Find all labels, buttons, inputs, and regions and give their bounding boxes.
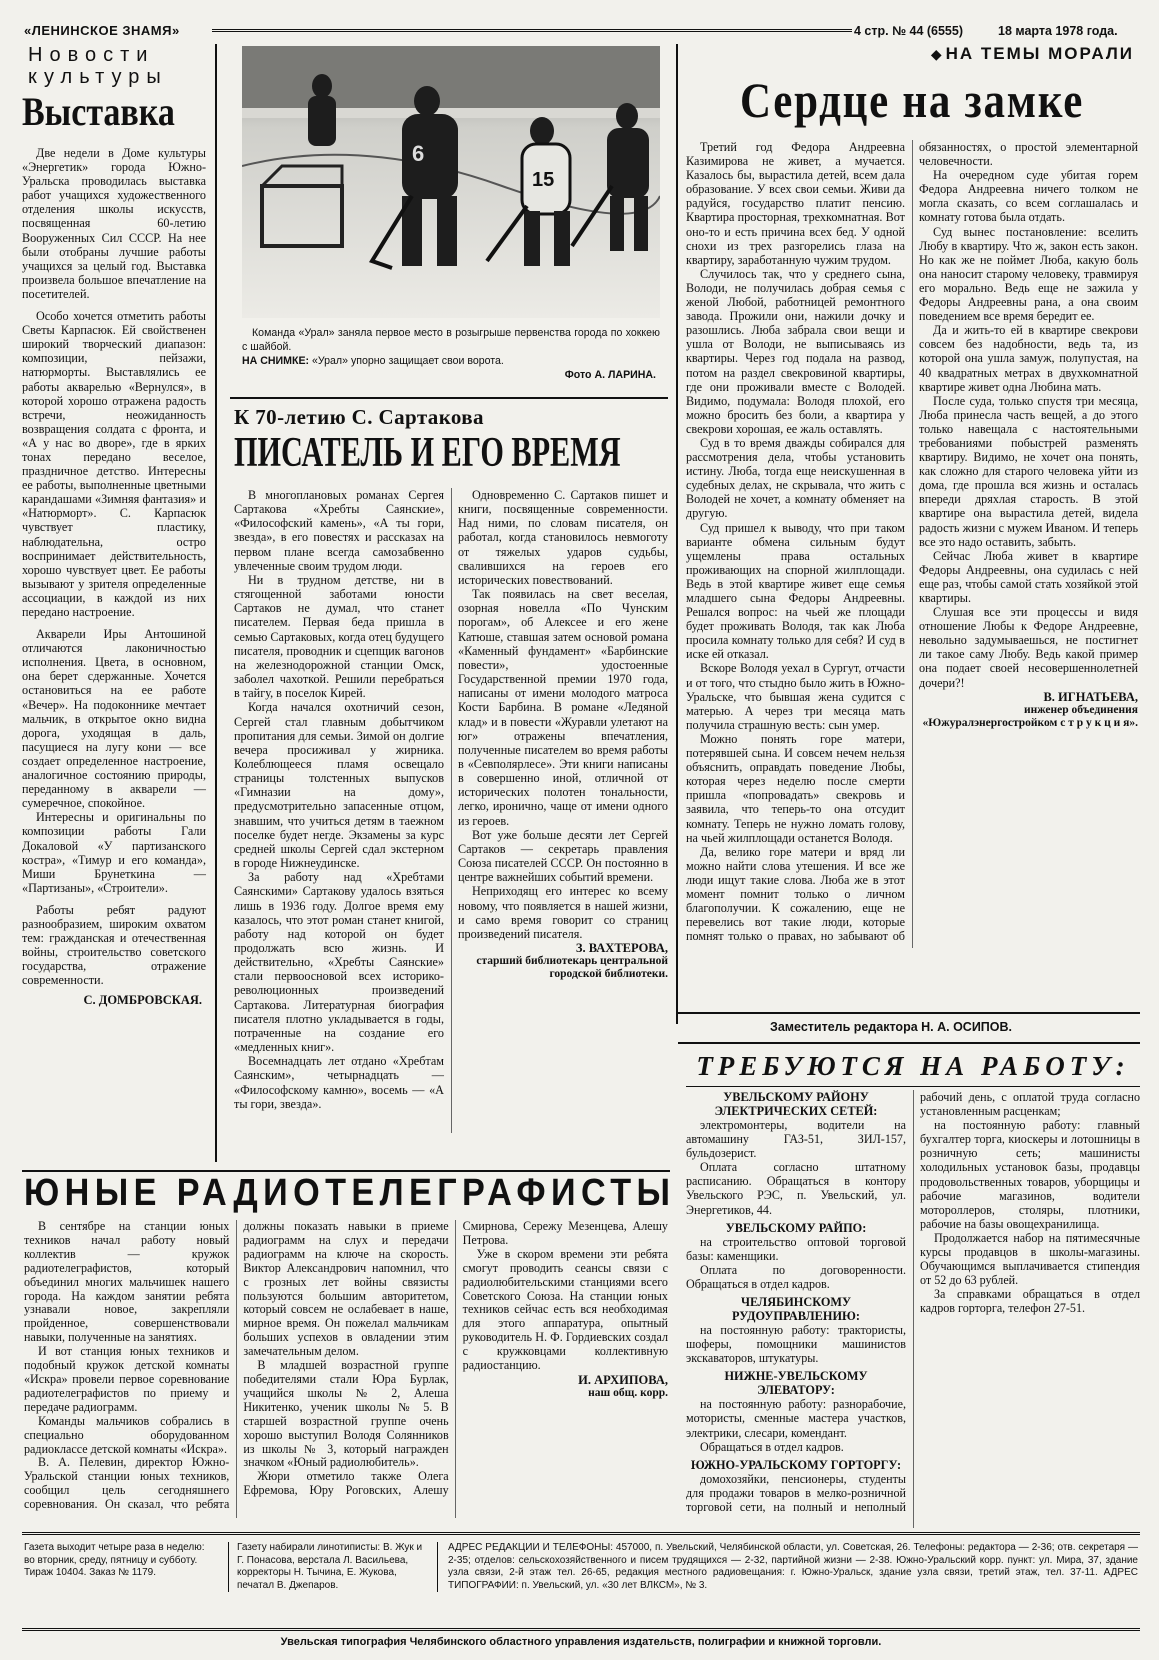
paper-name: «ЛЕНИНСКОЕ ЗНАМЯ» [24, 23, 180, 38]
paragraph: Оплата согласно штатному расписанию. Обращаться в контору Увельского РЭС, п. Увельский, ул. Энергетиков, 44. [686, 1160, 906, 1217]
deputy-editor: Заместитель редактора Н. А. ОСИПОВ. [770, 1020, 1013, 1034]
sartakov-signature-role: старший библиотекарь центральной городской библиотеки. [476, 955, 668, 980]
footer-address: АДРЕС РЕДАКЦИИ И ТЕЛЕФОНЫ: 457000, п. Увельский, Челябинской области, ул. Советская, 26. Телефоны: редактора — 2-36; отв. секретаря — 2-35; отделов: сельскохозяйственного и писем трудящихся — 2-32, партийной жизни — 2-38. Южно-Уральский корр. пункт: ул. Мира, 37, здание узла связи, 2-й этаж тел. 26-65, редакция местного радиовещания: г. Южно-Уральск, здание узла связи, третий этаж, тел. 37-11. АДРЕС ТИПОГРАФИИ: п. Увельский, ул. «30 лет ВЛКСМ», № 3. [448, 1542, 1138, 1591]
culture-section [22, 44, 206, 1162]
paragraph: Оплата по договоренности. Обращаться в отдел кадров. [686, 1262, 906, 1291]
job-section-head: УВЕЛЬСКОМУ РАЙОНУ ЭЛЕКТРИЧЕСКИХ СЕТЕЙ: [714, 1090, 878, 1118]
paragraph: Можно понять горе матери, потерявшей сына. И совсем нечем нельзя объяснить, оправдать поведение Любы, которая через неделю после смерти пришла «попровадать» свекровь и заявила, что теперь-то она отсудит комнату. Теперь не нужно ломать голову, на чьей жилплощади останется Володя. [686, 731, 905, 845]
culture-body [22, 146, 206, 987]
sartakov-signature-name: З. ВАХТЕРОВА, [575, 941, 668, 955]
morals-rubric: НА ТЕМЫ МОРАЛИ [945, 44, 1134, 63]
sartakov-kicker: К 70-летию С. Сартакова [234, 405, 484, 429]
morals-body [686, 140, 1138, 948]
hockey-photo-image [242, 46, 660, 318]
diamond-icon: ◆ [930, 48, 942, 63]
paragraph: Случилось так, что у среднего сына, Володи, не получилась добрая семья с женой Любой, работницей ремонтного завода. Прожили они, нажили дочку и разошлись. Люба забрала свои вещи и ушла от Володи, не выписываясь из квартиры. Через год подала на развод, потом на раздел свекровиной квартиры, где они проживали вместе с Володей. Видимо, подумала: Володя плохой, его можно бросить без боли, а квартира у свекрови хорошая, ее жаль оставлять. [686, 266, 905, 436]
issue-date: 18 марта 1978 года. [998, 24, 1118, 38]
paragraph: Да, велико горе матери и вряд ли можно найти слова утешения. И все же люди ищут такие слова. Люба же в этот момент помнит только о личном благополучии. К сожалению, еще не перевелись вот такие люди, которые помнят только о правах, но забывают об обязанностях, о простой элементарной человечности. [686, 140, 1138, 944]
footer-schedule: Газета выходит четыре раза в неделю: во вторник, среду, пятницу и субботу. Тираж 10404. Заказ № 1179. [24, 1542, 205, 1579]
paragraph: В сентябре на станции юных техников начал работу новый коллектив — кружок радиотелеграфистов, который объединил многих мальчишек нашего города. На каждом занятии ребята узнавали новое, закрепляли пройденное, совершенствовали навыки, полученные на занятиях. [24, 1219, 230, 1345]
divider [230, 397, 668, 399]
paragraph: Интересны и оригинальны по композиции работы Гали Докаловой «У партизанского костра», «Тимур и его команда», Миши Брунеткина — «Партизаны», «Строители». [22, 810, 206, 895]
paragraph: Жюри отметило также Олега Ефремова, Юру Роговских, Алешу Смирнова, Сережу Мезенцева, Алешу Петрова. [243, 1219, 668, 1498]
paragraph: Две недели в Доме культуры «Энергетик» города Южно-Уральска проводилась выставка работ учащихся художественного отделения школы искусств, посвященная 60-летию Вооруженных Сил СССР. На нее были отобраны лучшие работы учащихся за целый год. Выставка произвела большое впечатление на посетителей. [22, 146, 206, 301]
paragraph: на постоянную работу: трактористы, шоферы, помощники машинистов экскаваторов, штукатуры. [686, 1323, 906, 1366]
paragraph: Особо хочется отметить работы Светы Карпасюк. Ей свойственен широкий творческий диапазон: композиции, пейзажи, натюрморты. Выставлялись ее работы акварелью «Вернулся», в которой хорошо отражена радость встречи, неожиданность возвращения солдата с фронта, и «А у нас во дворе», где в ярких тонах передано веселое, праздничное детство. Интересны ее работы, выполненные цветными карандашами «Зимняя фантазия» и «Натюрморт». С. Карпасюк чувствует пластику, наблюдательна, остро воспринимает действительность, хорошо чувствует цвет. Ее работы вызывают у зрителя определенные ассоциации, в каждой из них передано настроение. [22, 309, 206, 619]
job-section-head: ЮЖНО-УРАЛЬСКОМУ ГОРТОРГУ: [690, 1457, 902, 1472]
paragraph: Суд вынес постановление: вселить Любу в квартиру. Что ж, закон есть закон. Но как же не поймет Люба, какую боль она наносит старому человеку, травмируя его морально. Ведь еще не зажила у Федоры Андреевны рана, а она своим поведением все время бередит ее. [919, 224, 1138, 324]
paragraph: Неприходящ его интерес ко всему новому, что появляется в нашей жизни, и само время говорит со страниц произведений писателя. [458, 884, 668, 941]
job-section-head: УВЕЛЬСКОМУ РАЙПО: [725, 1220, 867, 1235]
paragraph: Уже в скором времени эти ребята смогут проводить сеансы связи с радиолюбительскими станциями всего Советского Союза. На станции юных техников сейчас есть вся необходимая для этого аппаратура, опытный руководитель Н. Ф. Гордиевских создал с кружковцами коллективную радиостанцию. [462, 1246, 668, 1373]
paragraph: Ни в трудном детстве, ни в стягощенной заботами юности Сартаков не думал, что станет писателем. Первая беда пришла в семью Сартаковых, когда отец будущего писателя, проводник и сцепщик вагонов на железнодорожной станции Омск, заболел чахоткой. Решили перебраться в тайгу, в поселок Кирей. [234, 572, 444, 701]
radio-signature-role: наш общ. корр. [588, 1386, 668, 1399]
radio-title: ЮНЫЕ РАДИОТЕЛЕГРАФИСТЫ [24, 1172, 676, 1214]
jobs-body [686, 1090, 1140, 1528]
photo-credit: Фото А. ЛАРИНА. [564, 369, 656, 381]
paragraph: И вот станция юных техников и подобный кружок детской комнаты «Искра» провели первое соревнование радиотелеграфистов по приему и передаче радиограмм. [24, 1344, 230, 1414]
paragraph: Продолжается набор на пятимесячные курсы продавцов в школы-магазины. Обучающимся выплачивается стипендия от 52 до 63 рублей. [920, 1230, 1140, 1288]
paragraph: на постоянную работу: главный бухгалтер торга, киоскеры и лотошницы в розничную сеть; машинисты холодильных установок базы, продавцы продовольственных товаров, уборщицы и рабочие магазинов, водители мотороллеров, столяры, плотники, рабочие на базы овощехранилища. [920, 1118, 1140, 1231]
paragraph: Восемнадцать лет отдано «Хребтам Саянским», четырнадцать — «Философскому камню», восемь — «А ты гори, звезда». [234, 1054, 444, 1111]
radio-article [24, 1172, 676, 1518]
paragraph: В младшей возрастной группе победителями стали Юра Бурлак, учащийся школы № 2, Алеша Никитенко, ученик школы № 5. В старшей возрастной группе очень хорошо выступил Володя Солянников из школы № 3, который награжден значком «Юный радиолюбитель». [243, 1358, 449, 1470]
paragraph: Сейчас Люба живет в квартире Федоры Андреевны, она судилась с ней еще раз, чтобы самой стать хозяйкой этой квартиры. [919, 548, 1138, 605]
paragraph: электромонтеры, водители на автомашину ГАЗ-51, ЗИЛ-157, бульдозерист. [686, 1118, 906, 1161]
morals-rubric-row [686, 44, 1138, 64]
paragraph: В. А. Пелевин, директор Южно-Уральской станции юных техников, сообщил цель сегодняшнего соревнования. Он сказал, что ребята должны показать навыки в приеме радиограмм на слух и передачи радиограмм на ключе на скорость. Виктор Александрович напомнил, что с грозных лет войны связисты пользуются большим авторитетом, который совсем не ослабевает в наше, мирное время. Он пожелал мальчикам больших успехов в овладении этим замечательным делом. [24, 1219, 449, 1512]
divider [215, 44, 217, 1162]
paragraph: Суд пришел к выводу, что при таком варианте обмена сильным будут ущемлены права остальных проживающих на спорной жилплощади. Ведь в этой квартире живет еще семья младшего сына Федоры Андреевны. Решался вопрос: на чьей же площади будет проживать Володя, так как Люба просила комнату только для себя? И суд в иске ей отказал. [686, 520, 905, 662]
jobs-title: ТРЕБУЮТСЯ НА РАБОТУ: [696, 1051, 1130, 1081]
morals-article [686, 44, 1138, 948]
paragraph: Да и жить-то ей в квартире свекрови совсем без надобности, ведь та, из которой она ушла замуж, полупустая, на 40 квадратных метрах в двухкомнатной квартире живет одна Любина мать. [919, 323, 1138, 394]
paragraph: После суда, только спустя три месяца, Люба принесла часть вещей, а до этого только навещала с настоятельными требованиями побыстрей разменять квартиру. Видимо, не хочет она понять, как сложно для старого человека уйти из дома, где прошла вся жизнь и осталась впереди дряхлая старость. В этой квартире она вырастила детей, видела радость жизни с мужем Иваном. И теперь все это надо оставить, забыть. [919, 393, 1138, 549]
divider [686, 1086, 1140, 1087]
culture-title: Выставка [22, 89, 175, 134]
issue-number: 4 стр. № 44 (6555) [854, 24, 963, 38]
photo-caption-label: НА СНИМКЕ: [242, 355, 310, 367]
paragraph: домохозяйки, пенсионеры, студенты для продажи товаров в мелко-розничной торговой сети, на полный и неполный рабочий день, с оплатой труда согласно установленным расценкам; [686, 1090, 1140, 1514]
photo-caption-subject-text: «Урал» упорно защищает свои ворота. [312, 355, 504, 367]
morals-signature-name: В. ИГНАТЬЕВА, [1043, 689, 1138, 704]
radio-title-wrap [24, 1172, 676, 1214]
photo-caption [242, 326, 660, 382]
rubric-news: Новости [28, 44, 155, 66]
paragraph: Так появилась на свет веселая, озорная новелла «По Чунским порогам», об Алексее и его жене Катюше, ставшая затем основой романа «Каменный фундамент» «Барбинские повести», удостоенные Государственной премии 1970 года, написаны от имени молодого матроса Кости Барбина. В романе «Ледяной клад» и в повести «Журавли улетают на юг» отражены впечатления, полученные писателем во время работы в «Севполярлесе». Эти книги написаны в совершенно иной, отличной от исторических полотен тональности, легко, иронично, чаще от имени одного из героев. [458, 587, 668, 828]
divider [678, 1042, 1140, 1044]
paragraph: На очередном суде убитая горем Федора Андреевна ничего толком не могла сказать, со всем соглашалась и комнату готова была отдать. [919, 168, 1138, 225]
morals-signature-role: инженер объединения «Южуралэнергостройком с т р у к ц и я». [922, 703, 1138, 729]
paragraph: Акварели Иры Антошиной отличаются лаконичностью исполнения. Цвета, в основном, она берет сдержанные. Хочется остановиться на ее работе «Вечер». На подоконнике мечтает мальчик, в открытое окно видна дорога, уходящая в даль, пасущиеся на лугу кони — все создает определенное настроение, аналогичное состоянию природы, переданному в акварели — сумеречное, спокойное. [22, 627, 206, 811]
photo-caption-text: Команда «Урал» заняла первое место в розыгрыше первенства города по хоккею с шайбой. [242, 327, 660, 353]
paragraph: Суд в то время дважды собирался для рассмотрения дела, чтобы установить истину. Люба, тогда еще неискушенная в судебных делах, не скрывала, что жить с Володей не хочет, а комнату обменяет на другую. [686, 435, 905, 521]
sartakov-article [234, 404, 668, 1133]
masthead [22, 18, 1140, 42]
paragraph: За работу над «Хребтами Саянскими» Сартакову удалось взяться лишь в 1936 году. Долгое время ему казалось, что этот роман станет книгой, работу над которой он будет продолжать всю жизнь. И действительно, «Хребты Саянские» стали первоосновой всех историко-революционных произведений Сартакова. Литературная биография писателя плотно укладывается в годы, потраченные на создание его «медленных книг». [234, 870, 444, 1055]
footer-printer: Увельская типография Челябинского областного управления издательств, полиграфии и книжной торговли. [280, 1636, 882, 1648]
hockey-photo [242, 46, 660, 318]
job-section-head: НИЖНЕ-УВЕЛЬСКОМУ ЭЛЕВАТОРУ: [724, 1369, 868, 1398]
radio-body [24, 1220, 668, 1518]
job-section-head: ЧЕЛЯБИНСКОМУ РУДОУПРАВЛЕНИЮ: [732, 1295, 860, 1324]
culture-signature: С. ДОМБРОВСКАЯ. [83, 993, 202, 1008]
svg-text:15: 15 [532, 169, 555, 191]
svg-text:6: 6 [412, 141, 425, 166]
morals-title: Сердце на замке [739, 72, 1085, 128]
jobs-section [686, 1050, 1140, 1528]
footer-staff: Газету набирали линотиписты: В. Жук и Г. Понасова, верстала Л. Васильева, корректоры Н. Тычина, Е. Жукова, печатал В. Джепаров. [228, 1542, 438, 1592]
divider [676, 44, 678, 1024]
masthead-rule [212, 29, 852, 32]
paragraph: на постоянную работу: разнорабочие, мотористы, сменные мастера участков, электрики, слесари, комендант. [686, 1397, 906, 1440]
paragraph: Работы ребят радуют разнообразием, широким охватом тем: гражданская и отечественная войны, строительство советского государства, отражение современности. [22, 902, 206, 988]
divider [22, 1628, 1140, 1631]
divider [678, 1012, 1140, 1014]
paragraph: Третий год Федора Андреевна Казимирова не живет, а мучается. Казалось бы, вырастила детей, всем дала образование. У всех свои семьи. Живи да радуйся, государство платит пенсию. Квартира просторная, трехкомнатная. Вот оно-то и есть причина всех бед. У одной снохи из трех разгорелись глаза на квартиру, заработанную чужим трудом. [686, 140, 905, 267]
divider [22, 1532, 1140, 1535]
paragraph: Одновременно С. Сартаков пишет и книги, посвященные современности. Над ними, по словам писателя, он работал, когда становилось невмоготу от тяжелых ударов судьбы, свалившихся на героев его исторических повествований. [458, 488, 668, 587]
sartakov-title: ПИСАТЕЛЬ И ЕГО ВРЕМЯ [234, 430, 621, 476]
sartakov-title-wrap [234, 430, 668, 476]
sartakov-body [234, 488, 668, 1133]
paragraph: За справками обращаться в отдел кадров горторга, телефон 27-51. [920, 1287, 1140, 1316]
paragraph: В многоплановых романах Сергея Сартакова «Хребты Саянские», «Философский камень», «А ты гори, звезда», в его повестях и рассказах на первом плане всегда самозабвенно увлеченные своим трудом люди. [234, 488, 444, 573]
radio-signature-name: И. АРХИПОВА, [578, 1372, 668, 1387]
paragraph: Команды мальчиков собрались в специально оборудованном радиоклассе детской комнаты «Искра». [24, 1413, 230, 1456]
photo-caption-subject [242, 354, 660, 368]
paragraph: Вскоре Володя уехал в Сургут, отчасти и от того, что стыдно было жить в Южно-Уральске, что бывшая жена судится с матерью. А через три месяца мать получила страшную весть: сын умер. [686, 661, 905, 732]
rubric-culture: культуры [28, 66, 168, 88]
paragraph: Вот уже больше десяти лет Сергей Сартаков — секретарь правления Союза писателей СССР. Он постоянно в центре важнейших событий времени. [458, 827, 668, 885]
footer [22, 1540, 1140, 1624]
paragraph: Обращаться в отдел кадров. [700, 1439, 844, 1454]
paragraph: Когда начался охотничий сезон, Сергей стал главным добытчиком пропитания для семьи. Зимой он долгие вечера просиживал у жирника. Колеблющееся пламя освещало страницы толстенных выпусков «Гимназии на дому», предусмотрительно запасенные отцом, знавшим, что учиться детям в таежном поселке будет негде. Экзамены за курс средней школы Сергей сдал экстерном в городе Нижнеудинске. [234, 700, 444, 871]
paragraph: на строительство оптовой торговой базы: каменщики. [686, 1234, 906, 1263]
paragraph: Слушая все эти процессы и видя отношение Любы к Федоре Андреевне, невольно задумываешься, не постигнет ли такое саму Любу. Ведь какой пример она подает своей несовершеннолетней дочери?! [919, 605, 1138, 690]
